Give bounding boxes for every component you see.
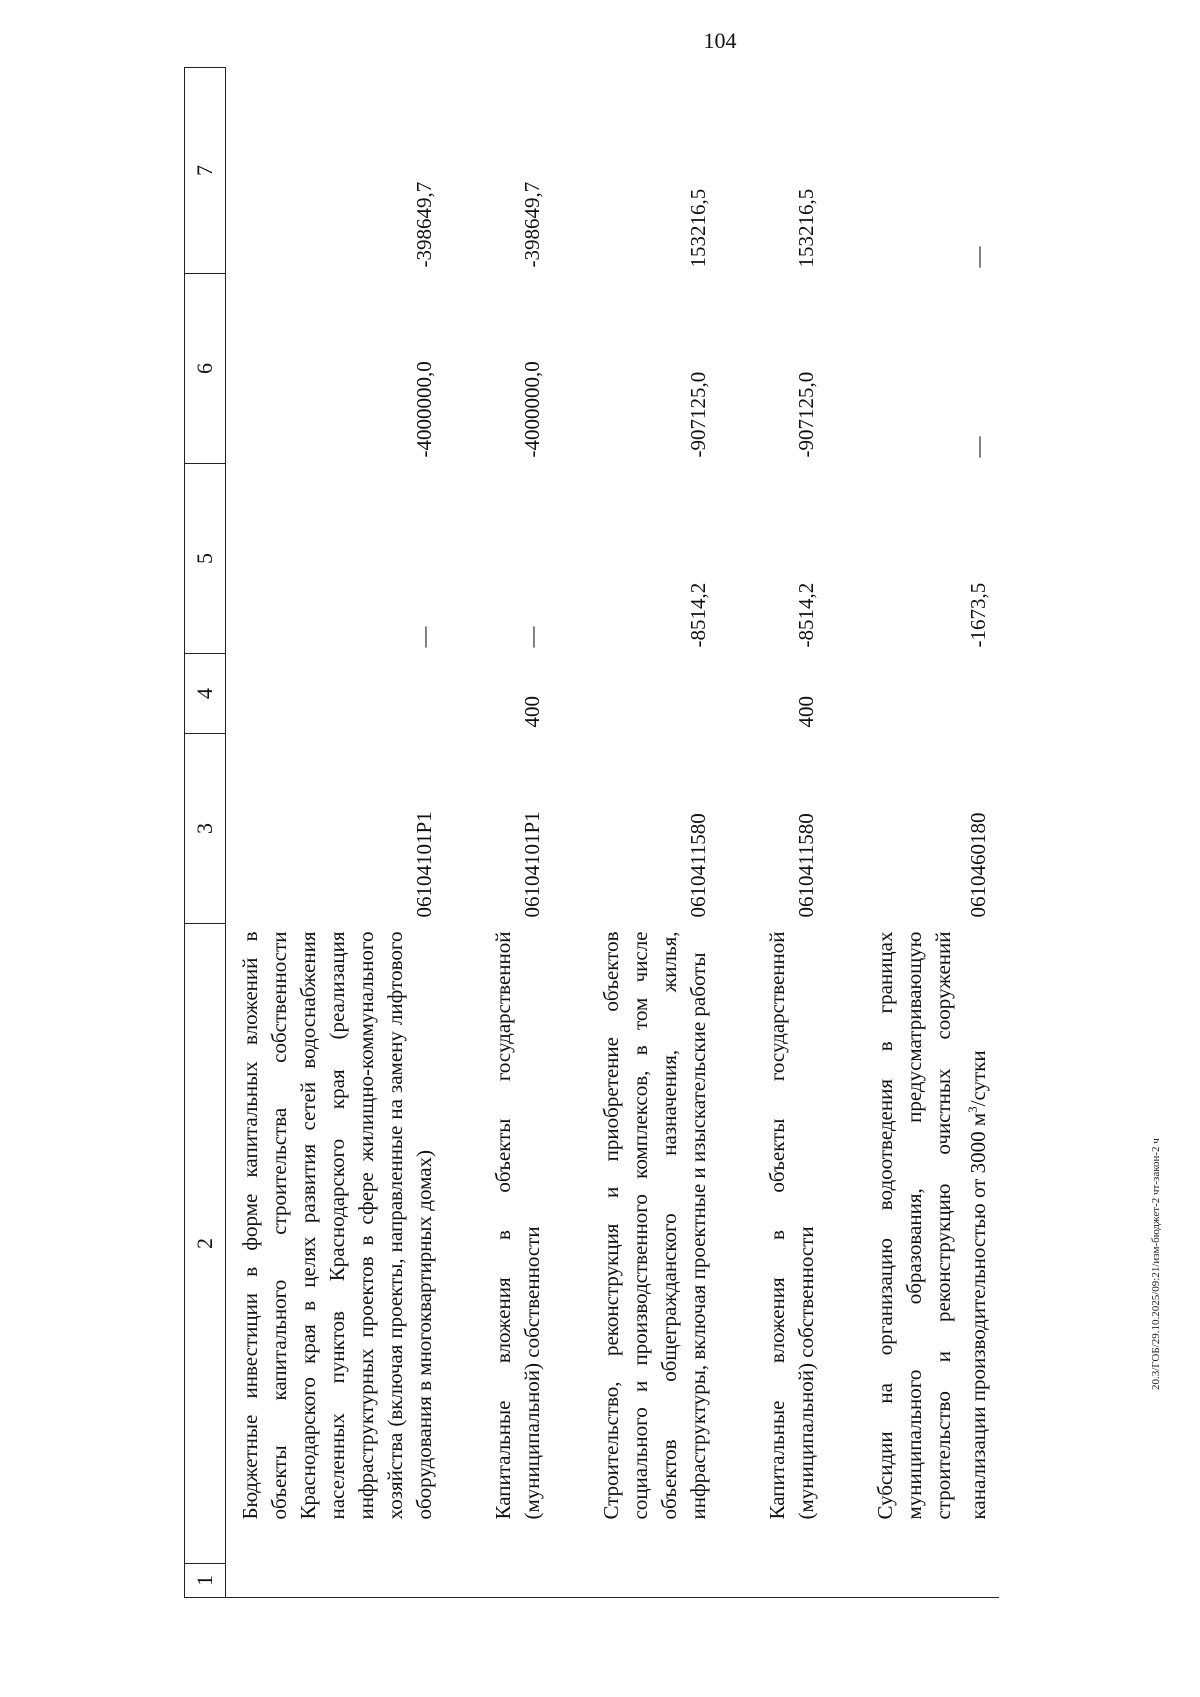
row-col6: -4000000,0 xyxy=(412,361,436,458)
row-expense-type xyxy=(861,654,999,734)
row-target-code: 0610460180 xyxy=(966,812,990,918)
row-col7: -398649,7 xyxy=(412,181,436,268)
header-col-4: 4 xyxy=(185,654,226,734)
dash-symbol: — xyxy=(412,626,436,648)
row-description-tail: /сутки xyxy=(966,1050,990,1107)
budget-table-rotated xyxy=(184,68,1124,1598)
row-description-text: Субсидии на организацию водоотведения в границах муниципального образования, предусматривающую строительство и реконструкцию очистных сооружений канализации производительностью от 3000 м xyxy=(873,931,990,1520)
row-description xyxy=(861,924,999,1564)
row-expense-type: 400 xyxy=(794,696,818,728)
row-expense-type: 400 xyxy=(520,696,544,728)
row-target-code: 06104101Р1 xyxy=(412,811,436,918)
page-number: 104 xyxy=(703,28,737,53)
header-col-1: 1 xyxy=(185,1564,226,1598)
row-description: Капитальные вложения в объекты государственной (муниципальной) собственности xyxy=(765,931,818,1520)
row-expense-type xyxy=(587,654,719,734)
table-row xyxy=(861,68,999,1598)
row-col6: -4000000,0 xyxy=(520,361,544,458)
table-row xyxy=(226,68,446,1598)
header-row xyxy=(185,68,226,1598)
row-col7: — xyxy=(966,246,990,268)
header-col-6: 6 xyxy=(185,274,226,464)
row-col6: -907125,0 xyxy=(794,371,818,458)
row-col6: -907125,0 xyxy=(686,371,710,458)
header-col-3: 3 xyxy=(185,734,226,924)
row-expense-type xyxy=(226,654,446,734)
header-col-2: 2 xyxy=(185,924,226,1564)
header-col-7: 7 xyxy=(185,68,226,274)
row-description: Капитальные вложения в объекты государственной (муниципальной) собственности xyxy=(491,931,544,1520)
row-col5 xyxy=(226,464,446,654)
document-footer-code: 20.3/ГОБ/29.10.2025/09:21/изм-бюджет-2 чт-закон-2 ч xyxy=(1150,1138,1162,1390)
row-description: Бюджетные инвестиции в форме капитальных вложений в объекты капитального строительства собственности Краснодарского края в целях развития сетей водоснабжения населенных пунктов Краснодарского края (реализация инфраструктурных проектов в сфере жилищно-коммунального хозяйства (включая проекты, направленные на замену лифтового оборудования в многоквартирных домах) xyxy=(238,931,436,1520)
row-target-code: 06104101Р1 xyxy=(520,811,544,918)
header-col-5: 5 xyxy=(185,464,226,654)
row-col5: -8514,2 xyxy=(794,582,818,648)
row-col5: — xyxy=(520,626,544,648)
table-row xyxy=(587,68,719,1598)
row-target-code: 0610411580 xyxy=(686,813,710,918)
row-col7: 153216,5 xyxy=(794,188,818,268)
row-col5: -8514,2 xyxy=(686,582,710,648)
row-col7: -398649,7 xyxy=(520,181,544,268)
row-col5: -1673,5 xyxy=(966,582,990,648)
table-row xyxy=(753,68,827,1598)
budget-table xyxy=(184,67,999,1598)
row-target-code: 0610411580 xyxy=(794,813,818,918)
cubic-superscript: 3 xyxy=(965,1106,980,1113)
row-col6: — xyxy=(966,436,990,458)
row-description: Строительство, реконструкция и приобретение объектов социального и производственного комплексов, в том числе объектов общегражданского назначения, жилья, инфраструктуры, включая проектные и изыскательские работы xyxy=(599,931,710,1520)
table-row xyxy=(479,68,553,1598)
row-col7: 153216,5 xyxy=(686,188,710,268)
